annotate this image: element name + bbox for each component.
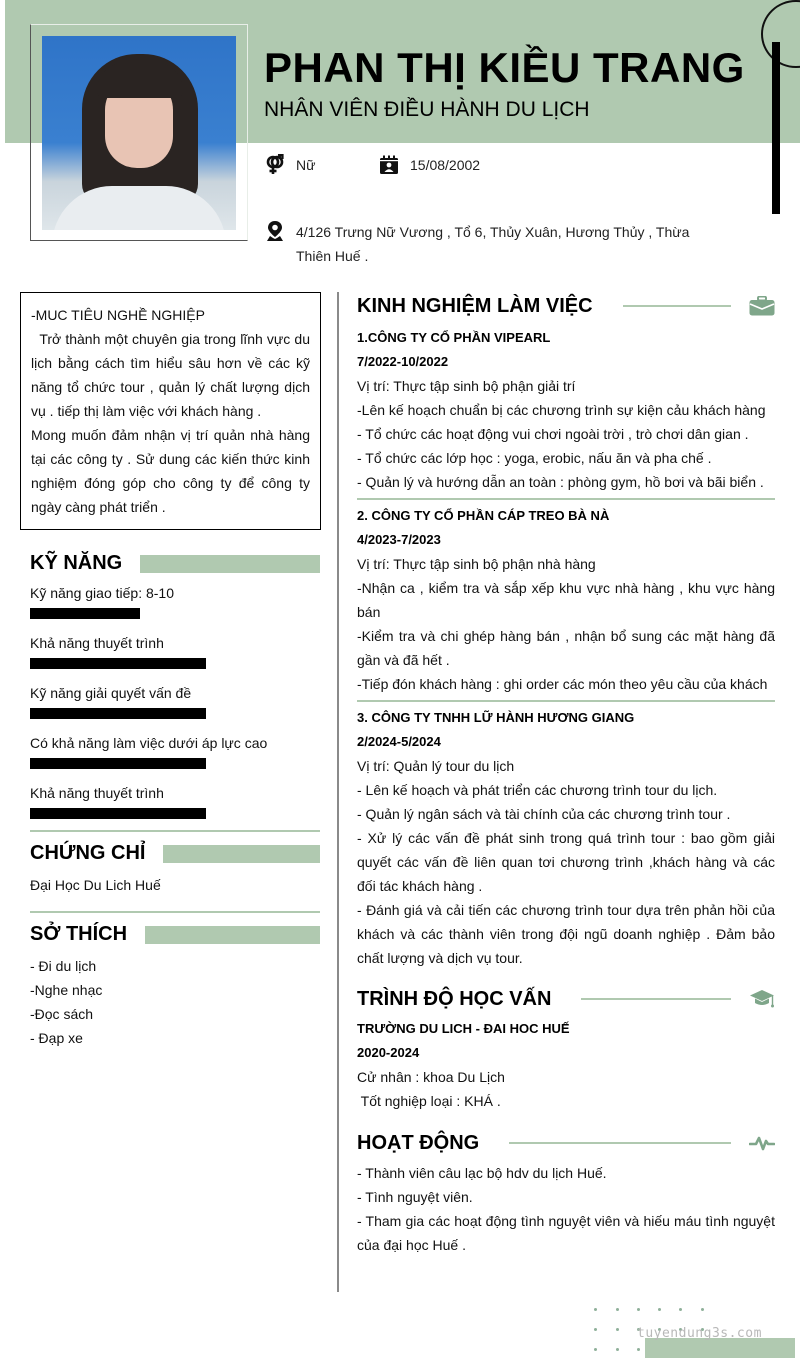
briefcase-icon — [749, 295, 775, 317]
skill-bar — [30, 758, 206, 769]
experience-section — [357, 292, 775, 970]
hobby-item: -Đọc sách — [30, 1006, 94, 1022]
experience-item — [357, 504, 775, 696]
hobbies-heading — [30, 923, 320, 946]
job-line: Vị trí: Quản lý tour du lịch — [357, 758, 515, 774]
skills-title: KỸ NĂNG — [30, 552, 123, 574]
skills-section — [30, 552, 320, 819]
job-line: -Tiếp đón khách hàng : ghi order các món theo yêu cầu của khách — [357, 676, 768, 692]
career-objective — [20, 292, 321, 530]
avatar — [42, 36, 236, 230]
job-line: - Tổ chức các lớp học : yoga, erobic, nấu ăn và pha chế . — [357, 450, 712, 466]
skill-label: Khả năng thuyết trình — [30, 785, 164, 801]
column-divider — [337, 292, 339, 1292]
certificates-title: CHỨNG CHỈ — [30, 842, 146, 864]
activities-heading — [357, 1129, 775, 1157]
experience-heading — [357, 292, 775, 320]
job-line: - Quản lý và hướng dẫn an toàn : phòng gym, hồ bơi và bãi biển . — [357, 474, 764, 490]
job-line: - Xử lý các vấn đề phát sinh trong quá trình tour : bao gồm giải quyết các vấn đề liên quan tơi chương trình ,khách hàng và các đối tác khách hàng . — [357, 830, 775, 894]
section-rule — [30, 830, 320, 832]
birthday-row — [378, 154, 480, 176]
hobbies-section — [30, 911, 320, 1050]
skill-label: Có khả năng làm việc dưới áp lực cao — [30, 735, 268, 751]
company-name: 3. CÔNG TY TNHH LỮ HÀNH HƯƠNG GIANG — [357, 710, 635, 725]
activity-line: - Tình nguyệt viên. — [357, 1189, 473, 1205]
heartbeat-icon — [749, 1132, 775, 1154]
education-line: Tốt nghiệp loại : KHÁ . — [357, 1093, 501, 1109]
experience-separator — [357, 498, 775, 500]
address-icon-wrap — [264, 220, 296, 242]
calendar-user-icon — [378, 154, 400, 176]
activity-line: - Thành viên câu lạc bộ hdv du lịch Huế. — [357, 1165, 607, 1181]
skills-heading — [30, 552, 320, 575]
job-line: - Đánh giá và cải tiến các chương trình tour dựa trên phản hồi của khách và các thành viên trong đội ngũ doanh nghiệp . Đảm bảo chất lượng và dịch vụ tour. — [357, 902, 775, 966]
objective-paragraph-1: Trở thành một chuyên gia trong lĩnh vực du lịch bằng cách tìm hiểu sâu hơn về các kỹ năng tổ chức tour , quản lý chất lượng dịch vụ . tiếp thị làm việc với khách hàng . — [31, 331, 314, 419]
objective-title: -MUC TIÊU NGHỀ NGHIỆP — [31, 307, 205, 323]
skill-label: Khả năng thuyết trình — [30, 635, 164, 651]
job-line: -Kiểm tra và chi ghép hàng bán , nhận bổ sung các mặt hàng đã gần và đã hết . — [357, 628, 775, 668]
education-section — [357, 985, 775, 1113]
heading-band — [140, 555, 320, 573]
experience-item — [357, 326, 775, 494]
education-title: TRÌNH ĐỘ HỌC VẤN — [357, 987, 552, 1010]
heading-line — [623, 305, 731, 307]
watermark: tuyendung3s.com — [637, 1326, 762, 1341]
hobbies-title: SỞ THÍCH — [30, 923, 128, 945]
certificate-item: Đại Học Du Lich Huế — [30, 877, 161, 893]
company-name: 1.CÔNG TY CỔ PHẦN VIPEARL — [357, 330, 551, 345]
gender-icon — [264, 154, 286, 176]
skill-bar — [30, 808, 206, 819]
address-value: 4/126 Trưng Nữ Vương , Tổ 6, Thủy Xuân, Hương Thủy , Thừa Thiên Huế . — [296, 224, 690, 264]
job-period: 4/2023-7/2023 — [357, 532, 441, 547]
job-title: NHÂN VIÊN ĐIỀU HÀNH DU LỊCH — [264, 98, 590, 121]
job-line: -Lên kế hoạch chuẩn bị các chương trình sự kiện cảu khách hàng — [357, 402, 766, 418]
job-line: Vị trí: Thực tập sinh bộ phận giải trí — [357, 378, 576, 394]
certificates-section — [30, 830, 320, 897]
candidate-name: PHAN THỊ KIỀU TRANG — [264, 44, 745, 91]
school-name: TRƯỜNG DU LICH - ĐAI HOC HUẾ — [357, 1021, 570, 1036]
hobby-item: -Nghe nhạc — [30, 982, 103, 998]
skill-bar — [30, 608, 140, 619]
birthday-value: 15/08/2002 — [410, 157, 481, 173]
job-line: - Quản lý ngân sách và tài chính của các chương trình tour . — [357, 806, 731, 822]
gender-value: Nữ — [296, 157, 316, 173]
map-marker-icon — [264, 220, 286, 242]
education-period: 2020-2024 — [357, 1045, 420, 1060]
gender-row — [264, 154, 315, 176]
graduation-cap-icon — [749, 988, 775, 1010]
experience-separator — [357, 700, 775, 702]
skill-label: Kỹ năng giao tiếp: 8-10 — [30, 585, 174, 601]
footer-band — [645, 1338, 795, 1358]
activities-title: HOẠT ĐỘNG — [357, 1131, 480, 1154]
activity-line: - Tham gia các hoạt động tình nguyệt viên và hiếu máu tình nguyệt của đại học Huế . — [357, 1213, 775, 1253]
experience-title: KINH NGHIỆM LÀM VIỆC — [357, 294, 593, 317]
skill-bar — [30, 708, 206, 719]
skill-label: Kỹ năng giải quyết vấn đề — [30, 685, 192, 701]
job-line: - Tổ chức các hoạt động vui chơi ngoài trời , trò chơi dân gian . — [357, 426, 749, 442]
job-period: 7/2022-10/2022 — [357, 354, 449, 369]
job-line: -Nhận ca , kiểm tra và sắp xếp khu vực nhà hàng , khu vực hàng bán — [357, 580, 775, 620]
certificates-heading — [30, 842, 320, 865]
heading-line — [581, 998, 731, 1000]
decorative-bar — [772, 42, 780, 214]
heading-line — [509, 1142, 731, 1144]
heading-band — [145, 926, 320, 944]
activities-section — [357, 1129, 775, 1257]
experience-item — [357, 706, 775, 970]
hobby-item: - Đi du lịch — [30, 958, 97, 974]
skill-bar — [30, 658, 206, 669]
job-line: Vị trí: Thực tập sinh bộ phận nhà hàng — [357, 556, 596, 572]
hobby-item: - Đạp xe — [30, 1030, 83, 1046]
job-line: - Lên kế hoạch và phát triển các chương trình tour du lịch. — [357, 782, 718, 798]
education-line: Cử nhân : khoa Du Lịch — [357, 1069, 505, 1085]
education-heading — [357, 985, 775, 1013]
job-period: 2/2024-5/2024 — [357, 734, 441, 749]
section-rule — [30, 911, 320, 913]
objective-paragraph-2: Mong muốn đảm nhận vị trí quản nhà hàng tại các công ty . Sử dung các kiến thức kinh nghiệm đóng góp cho công ty để công ty ngày càng phát triển . — [31, 427, 310, 515]
company-name: 2. CÔNG TY CỔ PHẦN CÁP TREO BÀ NÀ — [357, 508, 610, 523]
heading-band — [163, 845, 320, 863]
